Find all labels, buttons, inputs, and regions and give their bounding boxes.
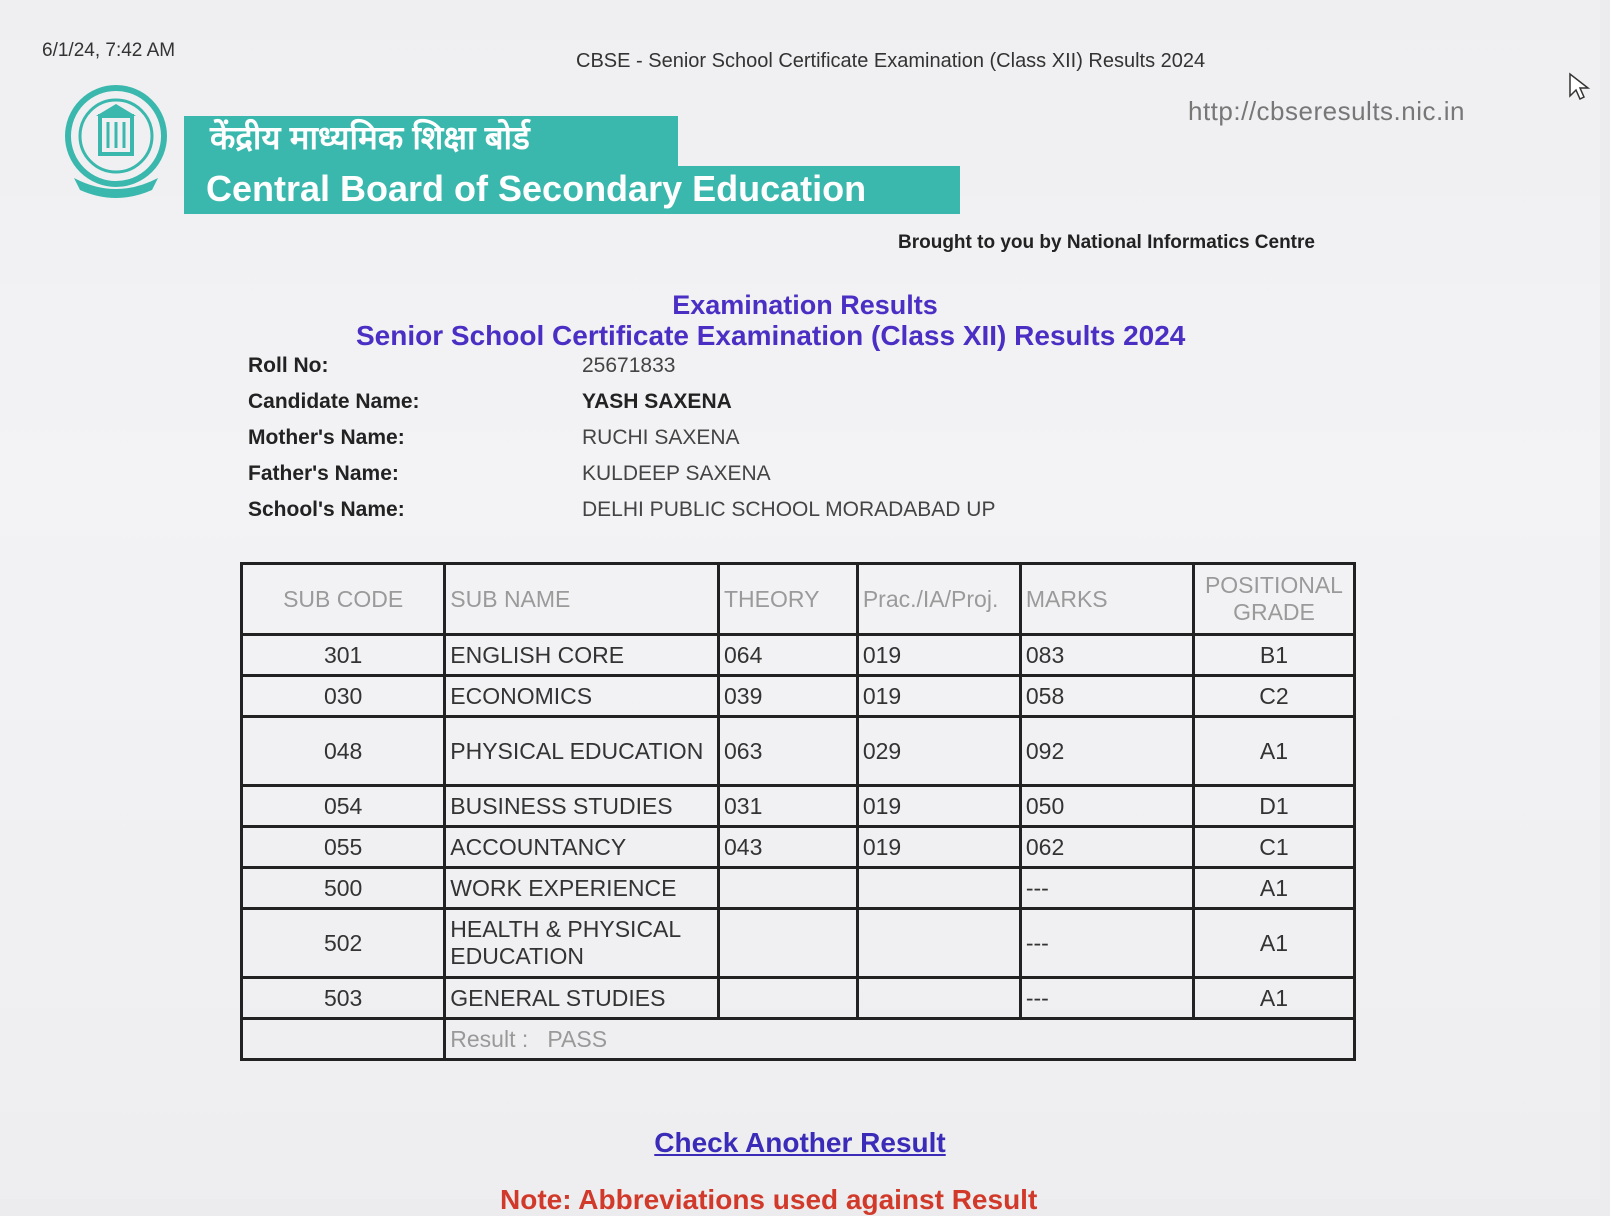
- school-name-label: School's Name:: [248, 498, 405, 521]
- table-row: [242, 827, 1355, 868]
- exam-subheading: Senior School Certificate Examination (Class XII) Results 2024: [356, 320, 1186, 351]
- grade-cell: A1: [1193, 717, 1354, 786]
- sub-name-cell: GENERAL STUDIES: [445, 978, 719, 1019]
- table-row: [242, 868, 1355, 909]
- practical-cell: [857, 868, 1020, 909]
- grade-cell: D1: [1193, 786, 1354, 827]
- candidate-name-label: Candidate Name:: [248, 390, 420, 413]
- marks-cell: ---: [1020, 868, 1193, 909]
- theory-cell: 039: [718, 676, 857, 717]
- practical-cell: 019: [857, 786, 1020, 827]
- grade-cell: A1: [1193, 978, 1354, 1019]
- sub-name-cell: WORK EXPERIENCE: [445, 868, 719, 909]
- sub-code-cell: 301: [242, 635, 445, 676]
- print-date: 6/1/24, 7:42 AM: [42, 40, 176, 61]
- roll-value: 25671833: [582, 354, 676, 377]
- marks-cell: 092: [1020, 717, 1193, 786]
- theory-cell: [718, 868, 857, 909]
- table-row: [242, 717, 1355, 786]
- exam-heading: Examination Results: [672, 290, 938, 320]
- sub-name-cell: PHYSICAL EDUCATION: [445, 717, 719, 786]
- sub-name-cell: HEALTH & PHYSICAL EDUCATION: [445, 909, 719, 978]
- marks-cell: 050: [1020, 786, 1193, 827]
- grade-cell: B1: [1193, 635, 1354, 676]
- grade-cell: A1: [1193, 909, 1354, 978]
- table-row: [242, 676, 1355, 717]
- table-row: [242, 978, 1355, 1019]
- header-theory: THEORY: [718, 564, 857, 635]
- theory-cell: 064: [718, 635, 857, 676]
- sub-name-cell: ENGLISH CORE: [445, 635, 719, 676]
- practical-cell: 019: [857, 635, 1020, 676]
- table-row: [242, 909, 1355, 978]
- father-name-value: KULDEEP SAXENA: [582, 462, 771, 485]
- practical-cell: 019: [857, 676, 1020, 717]
- theory-cell: [718, 978, 857, 1019]
- site-url: http://cbseresults.nic.in: [1188, 96, 1465, 126]
- mother-name-label: Mother's Name:: [248, 426, 405, 449]
- mouse-pointer-icon: [1566, 72, 1596, 102]
- sub-code-cell: 054: [242, 786, 445, 827]
- sub-code-cell: 048: [242, 717, 445, 786]
- practical-cell: [857, 978, 1020, 1019]
- grade-cell: C1: [1193, 827, 1354, 868]
- sub-code-cell: 030: [242, 676, 445, 717]
- school-name-value: DELHI PUBLIC SCHOOL MORADABAD UP: [582, 498, 996, 521]
- result-empty-cell: [242, 1019, 445, 1060]
- practical-cell: 029: [857, 717, 1020, 786]
- abbreviations-note: Note: Abbreviations used against Result: [500, 1184, 1038, 1215]
- board-name-english: Central Board of Secondary Education: [184, 166, 960, 214]
- practical-cell: [857, 909, 1020, 978]
- board-name-hindi: केंद्रीय माध्यमिक शिक्षा बोर्ड: [184, 116, 678, 168]
- practical-cell: 019: [857, 827, 1020, 868]
- mother-name-value: RUCHI SAXENA: [582, 426, 740, 449]
- sub-name-cell: BUSINESS STUDIES: [445, 786, 719, 827]
- marks-header-row: [242, 564, 1355, 635]
- grade-cell: A1: [1193, 868, 1354, 909]
- check-another-result-link[interactable]: Check Another Result: [654, 1127, 946, 1158]
- sub-code-cell: 502: [242, 909, 445, 978]
- theory-cell: 063: [718, 717, 857, 786]
- theory-cell: 031: [718, 786, 857, 827]
- marks-cell: 083: [1020, 635, 1193, 676]
- result-cell: [445, 1019, 1355, 1060]
- sub-code-cell: 055: [242, 827, 445, 868]
- candidate-name-value: YASH SAXENA: [582, 390, 732, 413]
- marks-cell: ---: [1020, 909, 1193, 978]
- header-sub-code: SUB CODE: [242, 564, 445, 635]
- header-positional-grade: POSITIONAL GRADE: [1193, 564, 1354, 635]
- theory-cell: [718, 909, 857, 978]
- father-name-label: Father's Name:: [248, 462, 399, 485]
- result-value: PASS: [547, 1025, 608, 1052]
- print-title: CBSE - Senior School Certificate Examination (Class XII) Results 2024: [576, 50, 1206, 72]
- table-row: [242, 635, 1355, 676]
- result-row: [242, 1019, 1355, 1060]
- sub-code-cell: 503: [242, 978, 445, 1019]
- sub-name-cell: ECONOMICS: [445, 676, 719, 717]
- table-row: [242, 786, 1355, 827]
- marks-cell: 062: [1020, 827, 1193, 868]
- header-marks: MARKS: [1020, 564, 1193, 635]
- result-label: Result :: [450, 1025, 529, 1052]
- sub-name-cell: ACCOUNTANCY: [445, 827, 719, 868]
- marks-cell: ---: [1020, 978, 1193, 1019]
- cbse-emblem-icon: [64, 82, 168, 200]
- header-sub-name: SUB NAME: [445, 564, 719, 635]
- theory-cell: 043: [718, 827, 857, 868]
- roll-label: Roll No:: [248, 354, 329, 377]
- marks-table: [240, 562, 1356, 1061]
- marks-cell: 058: [1020, 676, 1193, 717]
- header-practical: Prac./IA/Proj.: [857, 564, 1020, 635]
- grade-cell: C2: [1193, 676, 1354, 717]
- sub-code-cell: 500: [242, 868, 445, 909]
- brought-by-text: Brought to you by National Informatics Centre: [898, 232, 1315, 253]
